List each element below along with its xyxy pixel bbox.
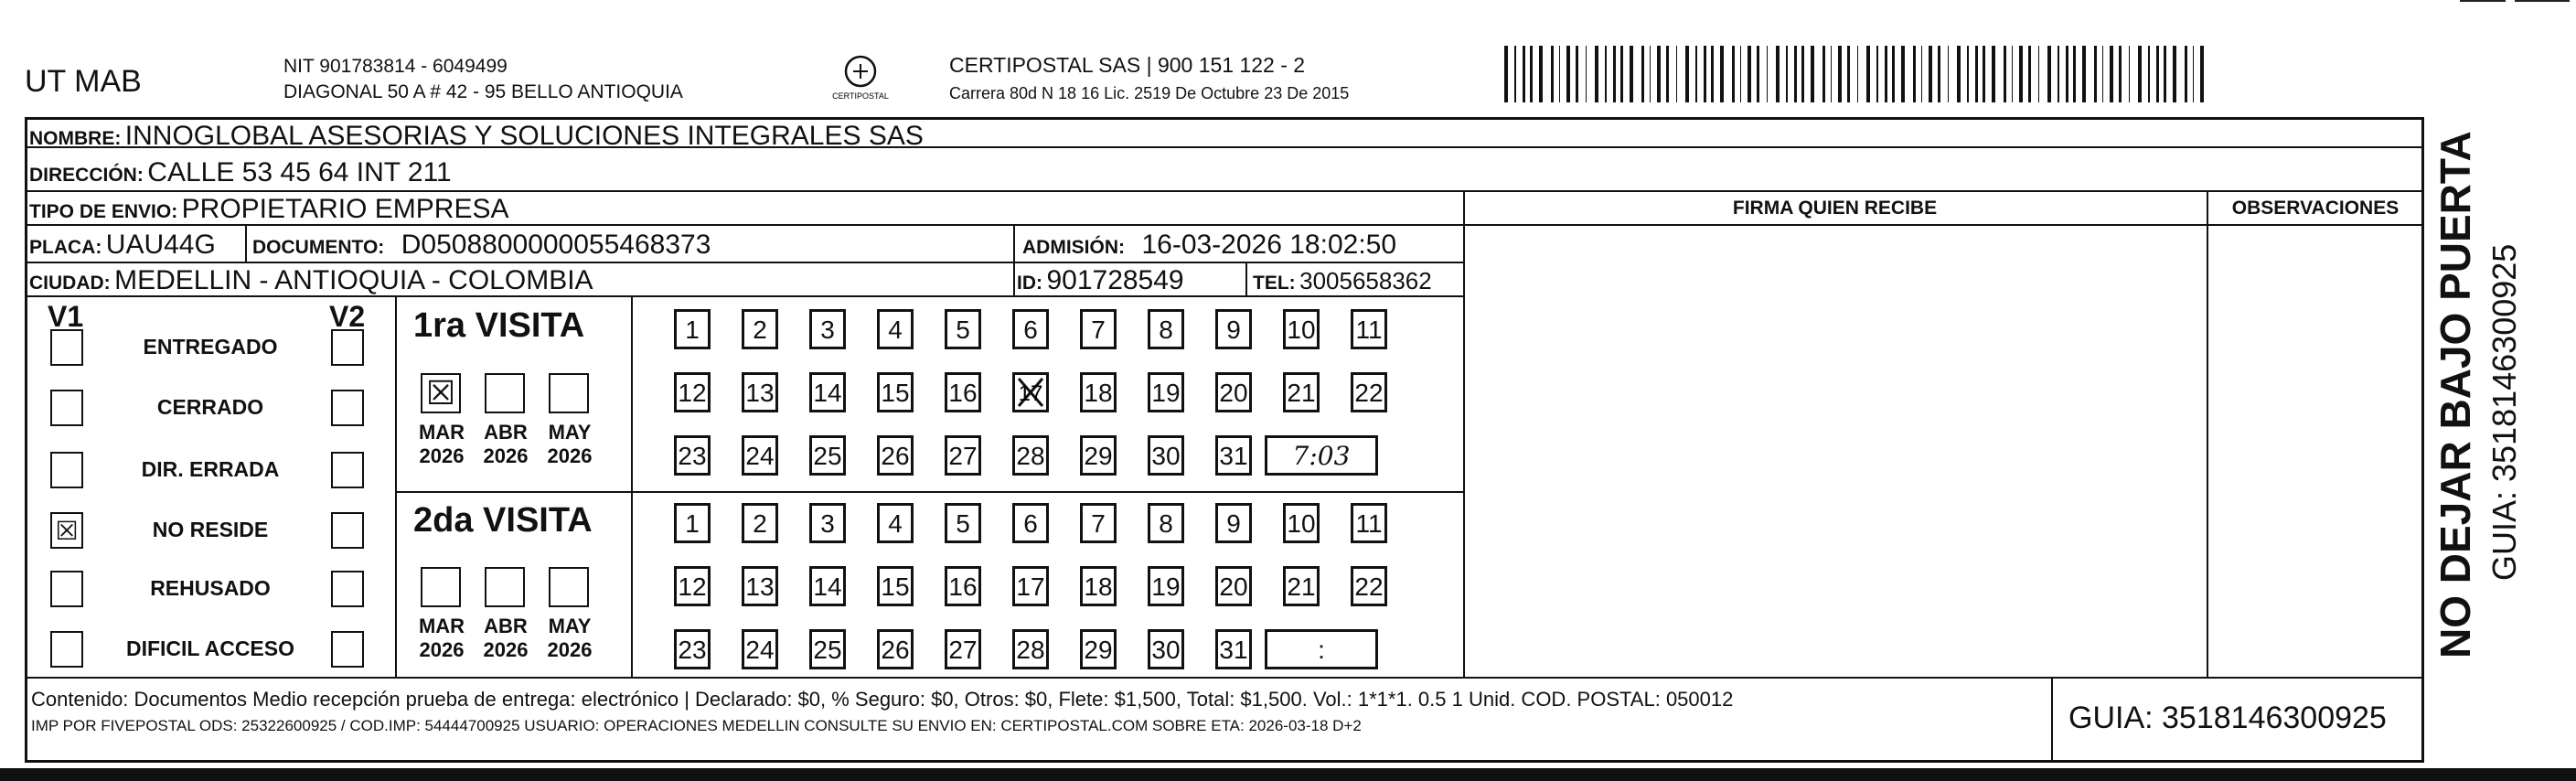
- tel-field: [1253, 267, 1432, 295]
- admision-value: 16-03-2026 18:02:50: [1141, 230, 1397, 260]
- barcode-bar: [1732, 46, 1735, 102]
- barcode-bar: [1938, 46, 1940, 102]
- visit2-day[interactable]: 26: [877, 629, 914, 669]
- admision-label: ADMISIÓN:: [1022, 237, 1125, 258]
- visit1-month-checkbox[interactable]: ☒: [421, 373, 461, 413]
- v2-checkbox[interactable]: [331, 329, 364, 366]
- status-label: DIR. ERRADA: [141, 457, 280, 481]
- visit1-day[interactable]: 4: [877, 309, 914, 349]
- visit1-day[interactable]: 11: [1351, 309, 1387, 349]
- barcode-bar: [2173, 46, 2176, 102]
- visit1-day[interactable]: 14: [809, 372, 846, 412]
- visit2-month-year: 2026: [547, 638, 593, 661]
- tipo-row: [29, 194, 509, 225]
- tel-label: TEL:: [1253, 273, 1296, 294]
- visit2-day[interactable]: 28: [1012, 629, 1049, 669]
- visit2-day[interactable]: 31: [1215, 629, 1252, 669]
- barcode-bar: [1559, 46, 1560, 102]
- barcode-bar: [2082, 46, 2086, 102]
- nombre-row: [29, 121, 924, 152]
- visit1-day[interactable]: 30: [1148, 435, 1184, 476]
- visit1-day[interactable]: 29: [1080, 435, 1117, 476]
- carrier-address: Carrera 80d N 18 16 Lic. 2519 De Octubre 23 De 2015: [949, 84, 1350, 102]
- barcode-bar: [1595, 46, 1598, 102]
- barcode-bar: [2019, 46, 2023, 102]
- barcode-bar: [2094, 46, 2097, 102]
- visit2-day[interactable]: 23: [674, 629, 711, 669]
- visit1-day[interactable]: 20: [1215, 372, 1252, 412]
- visit2-day[interactable]: 5: [945, 503, 981, 543]
- visit2-day[interactable]: 18: [1080, 566, 1117, 606]
- barcode-bar: [2119, 46, 2122, 102]
- visit1-month-checkbox[interactable]: [549, 373, 589, 413]
- barcode-bar: [1885, 46, 1887, 102]
- barcode-bar: [1866, 46, 1870, 102]
- id-field: [1017, 265, 1184, 296]
- documento-field: [252, 230, 711, 261]
- status-label: REHUSADO: [150, 576, 271, 600]
- no-dejar-warning: NO DEJAR BAJO PUERTA: [2432, 131, 2479, 658]
- tipo-value: PROPIETARIO EMPRESA: [181, 194, 509, 224]
- visit1-day[interactable]: 19: [1148, 372, 1184, 412]
- visit1-day[interactable]: 26: [877, 435, 914, 476]
- barcode-bar: [1913, 46, 1916, 102]
- barcode-bar: [1901, 46, 1905, 102]
- barcode-bar: [1983, 46, 1985, 102]
- barcode-bar: [1650, 46, 1651, 102]
- barcode-bar: [1831, 46, 1832, 102]
- barcode-bar: [2148, 46, 2150, 102]
- barcode-bar: [2038, 46, 2039, 102]
- firma-header: FIRMA QUIEN RECIBE: [1732, 198, 1938, 219]
- tel-value: 3005658362: [1299, 267, 1432, 294]
- id-value: 901728549: [1046, 265, 1184, 295]
- v2-checkbox[interactable]: [331, 390, 364, 426]
- visit1-day[interactable]: 22: [1351, 372, 1387, 412]
- documento-value: D0508800000055468373: [401, 230, 711, 260]
- visit2-day[interactable]: 17: [1012, 566, 1049, 606]
- barcode-bar: [2058, 46, 2059, 102]
- company-address: DIAGONAL 50 A # 42 - 95 BELLO ANTIOQUIA: [283, 81, 683, 102]
- visit2-day[interactable]: 1: [674, 503, 711, 543]
- visit1-time-box[interactable]: 7:03: [1265, 435, 1378, 476]
- row-divider: [25, 262, 1463, 263]
- visit2-day[interactable]: 29: [1080, 629, 1117, 669]
- visit1-day[interactable]: 25: [809, 435, 846, 476]
- visit2-day[interactable]: 25: [809, 629, 846, 669]
- row-divider: [25, 677, 2424, 679]
- svg-text:17: 17: [1018, 381, 1043, 406]
- nombre-label: NOMBRE:: [29, 128, 122, 149]
- visit1-month-year: 2026: [483, 444, 529, 467]
- barcode-bar: [1539, 46, 1543, 102]
- visit1-month-year: 2026: [547, 444, 593, 467]
- visit1-day[interactable]: 3: [809, 309, 846, 349]
- v1-checkbox[interactable]: [50, 571, 83, 607]
- v1-header: V1: [48, 300, 84, 333]
- visit1-day[interactable]: 6: [1012, 309, 1049, 349]
- visit1-day[interactable]: 21: [1283, 372, 1320, 412]
- day-cross-mark: [1015, 375, 1046, 410]
- visit1-day[interactable]: 8: [1148, 309, 1184, 349]
- barcode-bar: [1704, 46, 1706, 102]
- barcode-bar: [2129, 46, 2130, 102]
- barcode-bar: [2193, 46, 2194, 102]
- barcode-bar: [1504, 46, 1508, 102]
- visit2-day[interactable]: 9: [1215, 503, 1252, 543]
- barcode-bar: [1586, 46, 1587, 102]
- visit1-day[interactable]: 2: [742, 309, 778, 349]
- cell-divider: [245, 224, 247, 262]
- barcode-bar: [1530, 46, 1533, 102]
- documento-label: DOCUMENTO:: [252, 237, 385, 258]
- barcode-bar: [1748, 46, 1751, 102]
- visit1-day[interactable]: 13: [742, 372, 778, 412]
- visit2-day[interactable]: 7: [1080, 503, 1117, 543]
- barcode-bar: [1576, 46, 1578, 102]
- v1-checkbox[interactable]: [50, 329, 83, 366]
- barcode-bar: [1641, 46, 1644, 102]
- v2-checkbox[interactable]: [331, 452, 364, 488]
- visit1-day[interactable]: 12: [674, 372, 711, 412]
- placa-field: [29, 230, 216, 261]
- visit2-day[interactable]: 19: [1148, 566, 1184, 606]
- visit2-month-checkbox[interactable]: [421, 567, 461, 607]
- row-divider: [25, 190, 2424, 192]
- visit1-day[interactable]: 28: [1012, 435, 1049, 476]
- barcode-bar: [1801, 46, 1804, 102]
- v1-checkbox[interactable]: [50, 452, 83, 488]
- visit1-day[interactable]: 18: [1080, 372, 1117, 412]
- direccion-label: DIRECCIÓN:: [29, 165, 144, 186]
- visit1-month-label: ABR: [484, 421, 528, 444]
- visit2-month-label: MAY: [548, 615, 592, 637]
- visit1-month-label: MAR: [418, 421, 465, 444]
- barcode-bar: [2004, 46, 2006, 102]
- barcode-bar: [1657, 46, 1661, 102]
- visit2-day[interactable]: 10: [1283, 503, 1320, 543]
- barcode-bar: [1857, 46, 1858, 102]
- direccion-row: [29, 157, 452, 188]
- carrier-name: CERTIPOSTAL SAS | 900 151 122 - 2: [949, 53, 1306, 77]
- barcode-bar: [2028, 46, 2031, 102]
- visit2-month-checkbox[interactable]: [549, 567, 589, 607]
- barcode-bar: [1523, 46, 1525, 102]
- barcode-bar: [1620, 46, 1623, 102]
- barcode-bar: [2066, 46, 2068, 102]
- visit2-day[interactable]: 15: [877, 566, 914, 606]
- visit1-day[interactable]: 27: [945, 435, 981, 476]
- admision-field: [1022, 230, 1396, 261]
- ciudad-field: [29, 265, 593, 296]
- footer-divider: [2051, 677, 2053, 763]
- side-guia: GUIA: 3518146300925: [2485, 243, 2523, 581]
- visit2-time-box[interactable]: :: [1265, 629, 1378, 669]
- visit1-month-checkbox[interactable]: [485, 373, 525, 413]
- barcode-bar: [1676, 46, 1677, 102]
- visit1-day[interactable]: [1012, 372, 1049, 412]
- barcode-bar: [1975, 46, 1978, 102]
- cell-divider: [1013, 224, 1015, 262]
- barcode-bar: [1695, 46, 1697, 102]
- visit2-month-year: 2026: [419, 638, 465, 661]
- status-label: CERRADO: [156, 395, 264, 419]
- barcode-bar: [2138, 46, 2142, 102]
- barcode-bar: [1957, 46, 1961, 102]
- barcode-bar: [1566, 46, 1570, 102]
- visit2-day[interactable]: 16: [945, 566, 981, 606]
- barcode-bar: [2110, 46, 2113, 102]
- visit1-month-year: 2026: [419, 444, 465, 467]
- visit2-day[interactable]: 24: [742, 629, 778, 669]
- row-divider: [1463, 224, 2424, 226]
- v2-header: V2: [329, 300, 366, 333]
- visit2-month-label: MAR: [418, 615, 465, 637]
- barcode-bar: [1992, 46, 1995, 102]
- barcode-bar: [2156, 46, 2159, 102]
- barcode-bar: [1892, 46, 1895, 102]
- placa-label: PLACA:: [29, 237, 102, 258]
- barcode-bar: [1948, 46, 1949, 102]
- barcode-bar: [1630, 46, 1633, 102]
- barcode-bar: [1822, 46, 1825, 102]
- barcode-bar: [1929, 46, 1932, 102]
- barcode-bar: [1613, 46, 1616, 102]
- barcode-bar: [1921, 46, 1922, 102]
- barcode-bar: [1720, 46, 1724, 102]
- barcode-bar: [1740, 46, 1741, 102]
- v2-checkbox[interactable]: [331, 571, 364, 607]
- obs-column-divider: [2207, 190, 2208, 677]
- visit2-day[interactable]: 30: [1148, 629, 1184, 669]
- barcode-bar: [1847, 46, 1850, 102]
- barcode-bar: [1551, 46, 1554, 102]
- nombre-value: INNOGLOBAL ASESORIAS Y SOLUCIONES INTEGRALES SAS: [124, 121, 924, 151]
- visit1-day[interactable]: 24: [742, 435, 778, 476]
- id-label: ID:: [1017, 273, 1042, 294]
- visit2-title: 2da VISITA: [413, 501, 593, 540]
- barcode: [1504, 46, 2208, 102]
- visit2-day[interactable]: 3: [809, 503, 846, 543]
- barcode-bar: [1767, 46, 1768, 102]
- visit1-day[interactable]: 15: [877, 372, 914, 412]
- barcode-bar: [2102, 46, 2103, 102]
- visit2-day[interactable]: 6: [1012, 503, 1049, 543]
- v1-checkbox[interactable]: [50, 631, 83, 668]
- barcode-bar: [2200, 46, 2204, 102]
- v2-checkbox[interactable]: [331, 512, 364, 549]
- visit2-day[interactable]: 27: [945, 629, 981, 669]
- cell-divider: [1245, 262, 1247, 295]
- visit2-day[interactable]: 12: [674, 566, 711, 606]
- visit2-month-year: 2026: [483, 638, 529, 661]
- v2-checkbox[interactable]: [331, 631, 364, 668]
- visit1-day[interactable]: 31: [1215, 435, 1252, 476]
- barcode-bar: [1794, 46, 1797, 102]
- visit1-day[interactable]: 16: [945, 372, 981, 412]
- status-divider: [395, 295, 397, 677]
- footer-imp: IMP POR FIVEPOSTAL ODS: 25322600925 / COD.IMP: 54444700925 USUARIO: OPERACIONES MEDELLIN CONSULTE SU ENVIO EN: CERTIPOSTAL.COM SOBRE ETA: 2026-03-18 D+2: [31, 717, 1362, 734]
- barcode-bar: [1757, 46, 1759, 102]
- barcode-bar: [1967, 46, 1969, 102]
- barcode-bar: [2047, 46, 2051, 102]
- barcode-bar: [2073, 46, 2076, 102]
- barcode-bar: [2012, 46, 2013, 102]
- visit1-day[interactable]: 10: [1283, 309, 1320, 349]
- barcode-bar: [1838, 46, 1842, 102]
- visit1-day[interactable]: 9: [1215, 309, 1252, 349]
- visit2-day[interactable]: 20: [1215, 566, 1252, 606]
- scan-bottom-edge: [0, 768, 2576, 781]
- visit2-day[interactable]: 11: [1351, 503, 1387, 543]
- status-label: DIFICIL ACCESO: [125, 637, 294, 660]
- barcode-bar: [1514, 46, 1516, 102]
- placa-value: UAU44G: [105, 230, 216, 260]
- barcode-bar: [2164, 46, 2166, 102]
- footer-contenido: Contenido: Documentos Medio recepción prueba de entrega: electrónico | Declarado: $0, % Seguro: $0, Otros: $0, Flete: $1,500, Total: $1,500. Vol.: 1*1*1. 0.5 1 Unid. COD. POSTAL: 050012: [31, 688, 1734, 711]
- visit2-month-label: ABR: [484, 615, 528, 637]
- tipo-label: TIPO DE ENVIO:: [29, 201, 178, 222]
- v1-checkbox[interactable]: [50, 390, 83, 426]
- barcode-bar: [1786, 46, 1788, 102]
- visit2-day[interactable]: 2: [742, 503, 778, 543]
- status-label: NO RESIDE: [152, 518, 269, 541]
- visit2-day[interactable]: 4: [877, 503, 914, 543]
- observaciones-header: OBSERVACIONES: [2231, 198, 2400, 219]
- scan-mark: [2460, 0, 2506, 2]
- visit1-title: 1ra VISITA: [413, 306, 585, 345]
- company-nit: NIT 901783814 - 6049499: [283, 56, 508, 77]
- barcode-bar: [1776, 46, 1780, 102]
- svg-text:CERTIPOSTAL: CERTIPOSTAL: [832, 91, 889, 101]
- v1-checkbox[interactable]: ☒: [50, 512, 83, 549]
- barcode-bar: [2185, 46, 2187, 102]
- company-name: UT MAB: [25, 64, 142, 99]
- ciudad-value: MEDELLIN - ANTIOQUIA - COLOMBIA: [114, 265, 593, 295]
- visit-row-divider: [395, 491, 1463, 493]
- visit1-month-label: MAY: [548, 421, 592, 444]
- visit1-day[interactable]: 5: [945, 309, 981, 349]
- footer-guia: GUIA: 3518146300925: [2068, 701, 2387, 735]
- barcode-bar: [1711, 46, 1714, 102]
- barcode-bar: [1876, 46, 1878, 102]
- visit2-day[interactable]: 14: [809, 566, 846, 606]
- barcode-bar: [1685, 46, 1689, 102]
- cell-divider: [1013, 262, 1015, 295]
- visit1-day[interactable]: 23: [674, 435, 711, 476]
- certipostal-logo: [828, 51, 893, 106]
- barcode-bar: [1666, 46, 1669, 102]
- visit2-day[interactable]: 22: [1351, 566, 1387, 606]
- barcode-bar: [1605, 46, 1607, 102]
- visit2-day[interactable]: 13: [742, 566, 778, 606]
- visit2-month-checkbox[interactable]: [485, 567, 525, 607]
- status-label: ENTREGADO: [143, 335, 278, 358]
- scan-mark: [2515, 0, 2570, 2]
- visit1-day[interactable]: 1: [674, 309, 711, 349]
- barcode-bar: [1811, 46, 1814, 102]
- visit1-day[interactable]: 7: [1080, 309, 1117, 349]
- visit-divider: [631, 295, 633, 677]
- visit2-day[interactable]: 8: [1148, 503, 1184, 543]
- firma-column-divider: [1463, 190, 1465, 677]
- direccion-value: CALLE 53 45 64 INT 211: [147, 157, 452, 187]
- ciudad-label: CIUDAD:: [29, 273, 111, 294]
- visit2-day[interactable]: 21: [1283, 566, 1320, 606]
